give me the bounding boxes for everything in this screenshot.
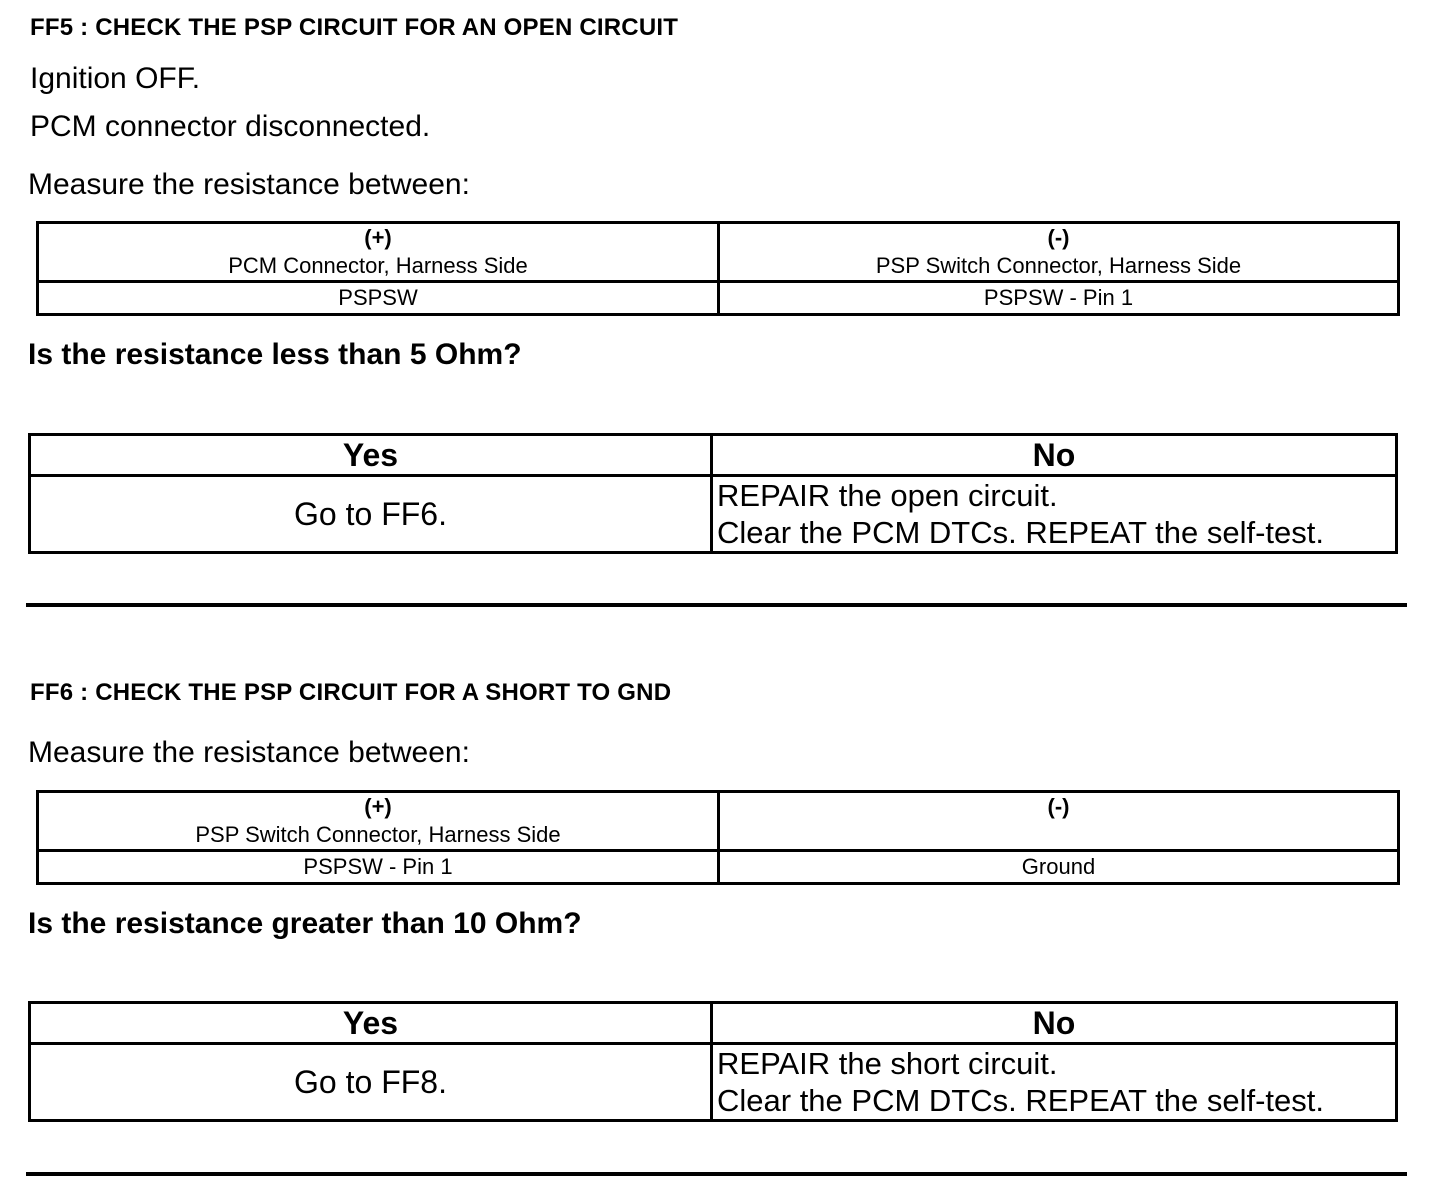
plus-sign: (+) xyxy=(364,794,392,819)
ff5-heading: FF5 : CHECK THE PSP CIRCUIT FOR AN OPEN CIRCUIT xyxy=(30,14,679,41)
ff5-plus-header-cell xyxy=(38,223,719,282)
ff5-minus-header-cell xyxy=(719,223,1399,282)
ff5-minus-value: PSPSW - Pin 1 xyxy=(719,282,1399,315)
ff5-decision-table xyxy=(28,433,1398,554)
ff6-plus-header: PSP Switch Connector, Harness Side xyxy=(195,822,561,847)
ff5-measure-label: Measure the resistance between: xyxy=(28,168,470,201)
ff6-plus-header-cell xyxy=(38,792,719,851)
plus-sign: (+) xyxy=(364,225,392,250)
ff5-no-action-line2: Clear the PCM DTCs. REPEAT the self-test. xyxy=(717,515,1324,550)
ff6-plus-value: PSPSW - Pin 1 xyxy=(38,851,719,884)
ff6-heading: FF6 : CHECK THE PSP CIRCUIT FOR A SHORT TO GND xyxy=(30,679,672,706)
section-divider xyxy=(26,603,1407,607)
ff5-condition-ignition: Ignition OFF. xyxy=(30,62,201,95)
ff5-no-action xyxy=(712,476,1397,553)
section-divider xyxy=(26,1172,1407,1176)
ff5-plus-header: PCM Connector, Harness Side xyxy=(228,253,528,278)
ff5-condition-connector: PCM connector disconnected. xyxy=(30,110,431,143)
ff6-yes-header: Yes xyxy=(30,1003,712,1044)
minus-sign: (-) xyxy=(1047,794,1070,819)
ff6-measure-label: Measure the resistance between: xyxy=(28,736,470,769)
ff6-yes-action: Go to FF8. xyxy=(30,1044,712,1121)
ff6-no-action xyxy=(712,1044,1397,1121)
ff6-no-header: No xyxy=(712,1003,1397,1044)
ff5-yes-header: Yes xyxy=(30,435,712,476)
ff6-minus-value: Ground xyxy=(719,851,1399,884)
ff6-decision-table xyxy=(28,1001,1398,1122)
ff6-minus-header-cell xyxy=(719,792,1399,851)
ff5-question: Is the resistance less than 5 Ohm? xyxy=(28,338,522,371)
ff5-no-header: No xyxy=(712,435,1397,476)
minus-sign: (-) xyxy=(1047,225,1070,250)
ff6-no-action-line2: Clear the PCM DTCs. REPEAT the self-test. xyxy=(717,1083,1324,1118)
ff5-measure-table xyxy=(36,221,1400,316)
ff5-no-action-line1: REPAIR the open circuit. xyxy=(717,478,1058,513)
ff6-no-action-line1: REPAIR the short circuit. xyxy=(717,1046,1058,1081)
ff6-question: Is the resistance greater than 10 Ohm? xyxy=(28,907,582,940)
ff6-measure-table xyxy=(36,790,1400,885)
ff5-minus-header: PSP Switch Connector, Harness Side xyxy=(875,253,1242,278)
ff5-plus-value: PSPSW xyxy=(38,282,719,315)
ff5-yes-action: Go to FF6. xyxy=(30,476,712,553)
